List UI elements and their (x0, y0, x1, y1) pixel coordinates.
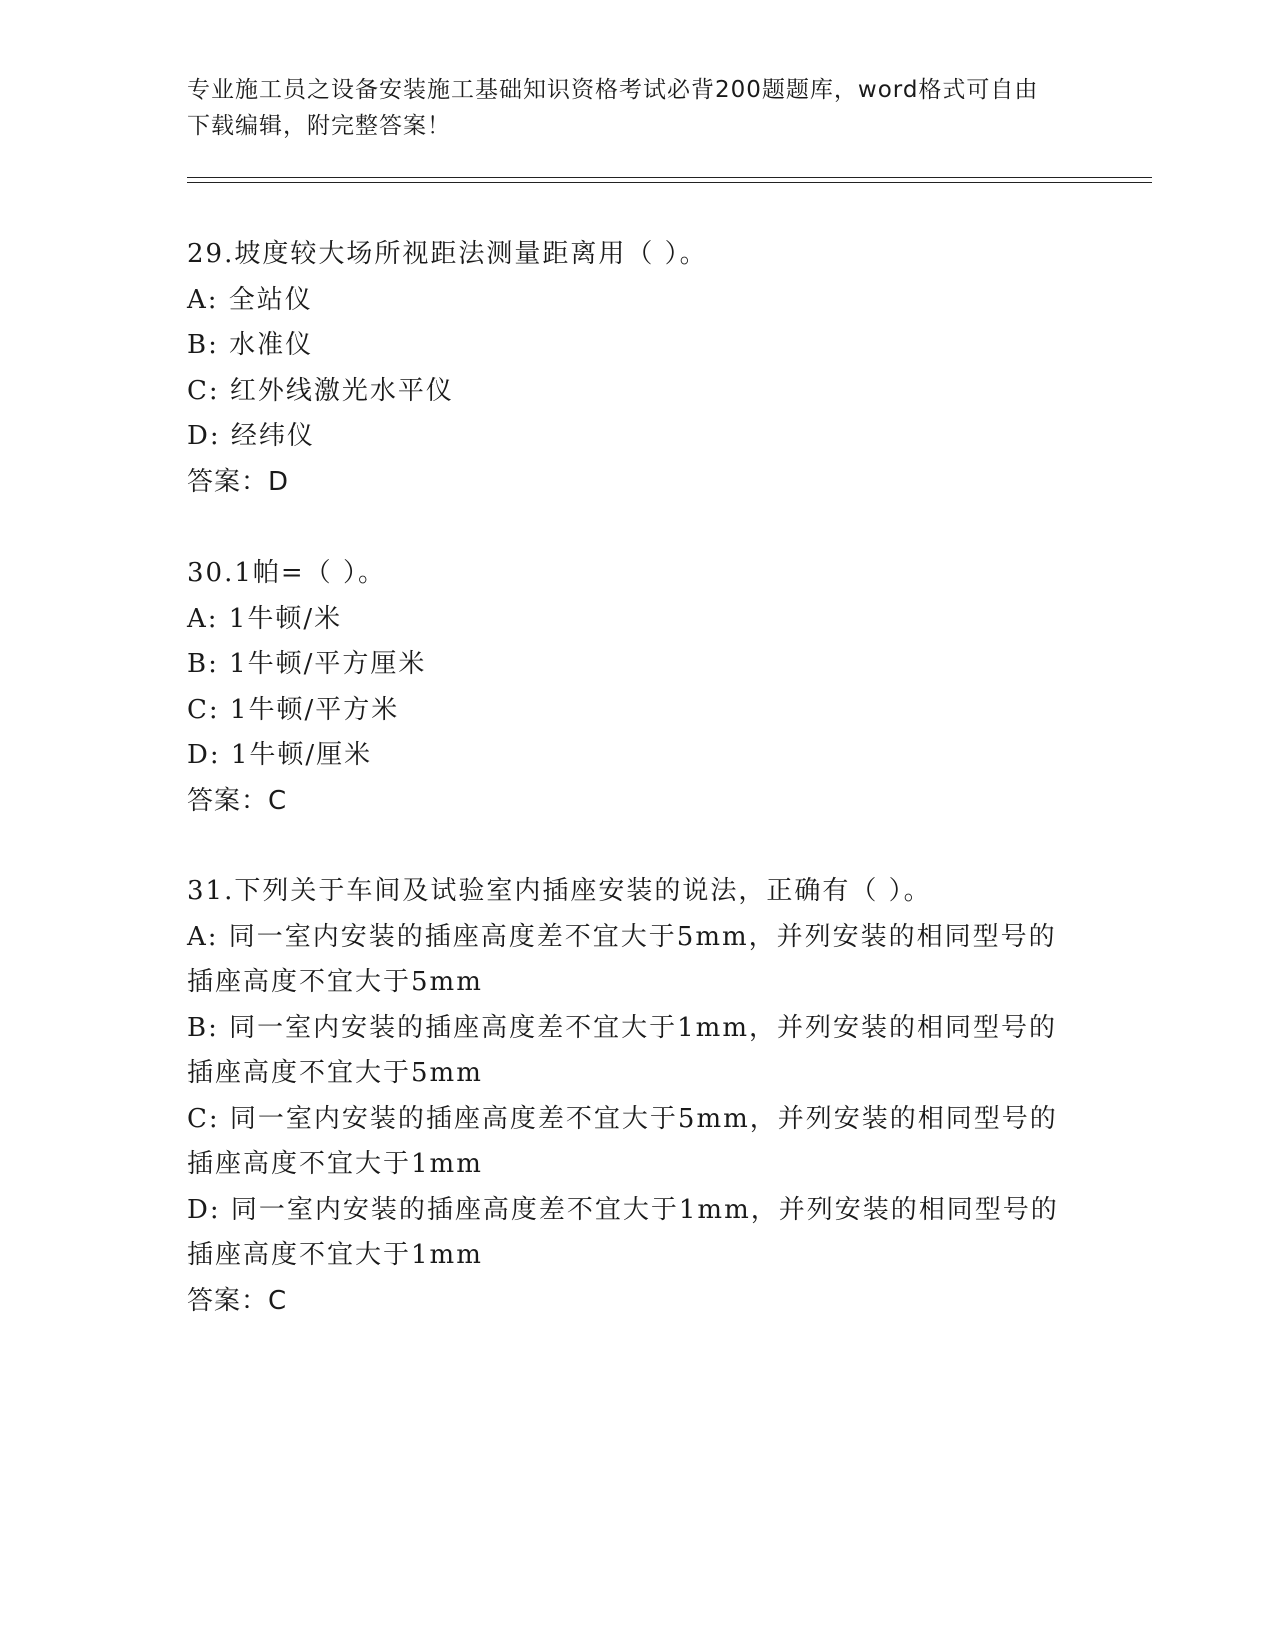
option-a: A: 同一室内安装的插座高度差不宜大于5mm，并列安装的相同型号的 (187, 921, 1057, 952)
option-c: C: 1牛顿/平方米 (187, 694, 400, 725)
question-30 (187, 551, 1087, 824)
question-stem: 30.1帕=（ ）。 (187, 558, 386, 588)
header-divider-bottom (187, 182, 1152, 183)
answer-label: 答案：D (187, 466, 290, 497)
header-divider-top (187, 177, 1152, 178)
document-header (187, 72, 1087, 144)
option-a: A: 1牛顿/米 (187, 603, 343, 634)
option-b: B: 水准仪 (187, 330, 314, 360)
option-a: A: 全站仪 (187, 284, 313, 315)
option-d: D: 1牛顿/厘米 (187, 740, 373, 770)
header-line-1: 专业施工员之设备安装施工基础知识资格考试必背200题题库，word格式可自由 (187, 77, 1039, 103)
question-stem: 31.下列关于车间及试验室内插座安装的说法，正确有（ ）。 (187, 876, 932, 906)
option-c: C: 红外线激光水平仪 (187, 375, 454, 406)
question-31 (187, 869, 1087, 1324)
option-c: C: 同一室内安装的插座高度差不宜大于5mm，并列安装的相同型号的 (187, 1103, 1058, 1134)
option-b: B: 1牛顿/平方厘米 (187, 649, 427, 679)
option-b: B: 同一室内安装的插座高度差不宜大于1mm，并列安装的相同型号的 (187, 1012, 1057, 1043)
header-line-2: 下载编辑，附完整答案！ (187, 113, 451, 139)
option-d: D: 同一室内安装的插座高度差不宜大于1mm，并列安装的相同型号的 (187, 1194, 1059, 1225)
option-b-continued: 插座高度不宜大于5mm (187, 1058, 483, 1088)
option-a-continued: 插座高度不宜大于5mm (187, 967, 483, 997)
option-c-continued: 插座高度不宜大于1mm (187, 1149, 483, 1179)
answer-label: 答案：C (187, 1285, 288, 1316)
answer-label: 答案：C (187, 785, 288, 816)
option-d-continued: 插座高度不宜大于1mm (187, 1240, 483, 1270)
option-d: D: 经纬仪 (187, 421, 315, 451)
question-stem: 29.坡度较大场所视距法测量距离用（ ）。 (187, 239, 708, 269)
question-29 (187, 232, 1087, 505)
